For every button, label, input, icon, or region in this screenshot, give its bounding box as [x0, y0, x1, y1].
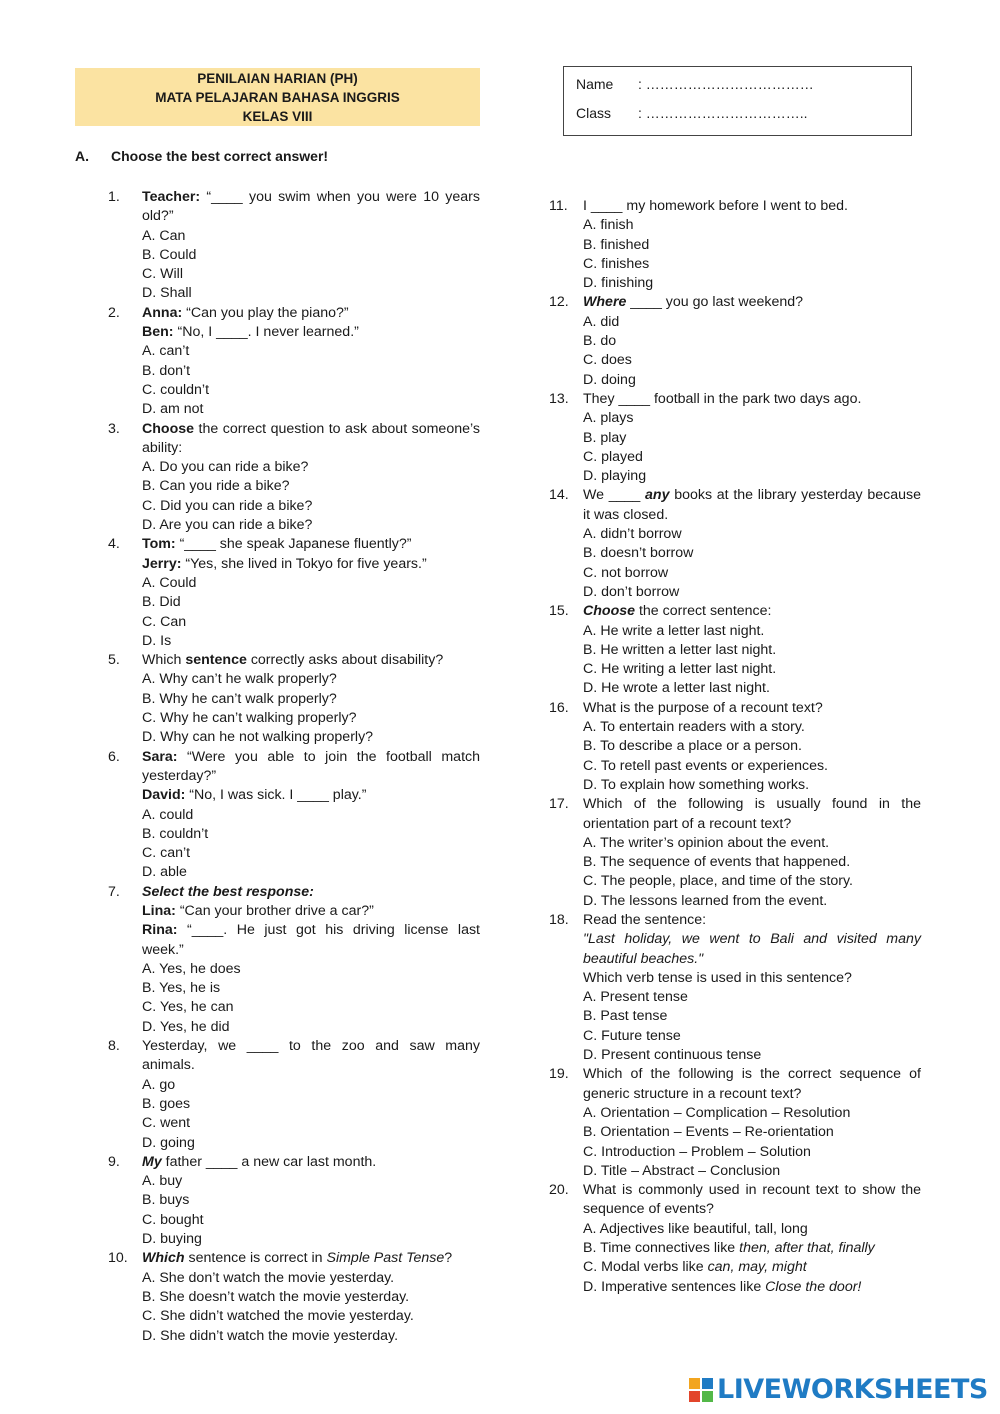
- question-number: 5.: [108, 652, 120, 669]
- answer-option[interactable]: C. Will: [142, 266, 183, 283]
- text-run: books at the library yesterday because it was closed.: [583, 487, 921, 523]
- question-stem: [142, 323, 480, 342]
- answer-option[interactable]: A. Could: [142, 574, 197, 591]
- question-19: [549, 1065, 921, 1181]
- question-11: [549, 197, 921, 293]
- answer-option[interactable]: A. Orientation – Complication – Resolution: [583, 1104, 851, 1121]
- answer-option[interactable]: B. To describe a place or a person.: [583, 738, 802, 755]
- text-run: D. Imperative sentences like: [583, 1278, 766, 1295]
- questions-column-right: [549, 197, 921, 1297]
- question-stem: [142, 748, 480, 787]
- question-number: 15.: [549, 603, 569, 620]
- questions-column-left: [108, 188, 480, 1346]
- text-run: the correct sentence:: [635, 603, 772, 620]
- answer-option[interactable]: D. doing: [583, 371, 636, 388]
- text-run: A. Adjectives like beautiful, tall, long: [583, 1220, 808, 1237]
- name-row: [576, 75, 814, 94]
- text-run: Which of the following is usually found in the orientation part of a recount text?: [583, 796, 921, 832]
- answer-option[interactable]: C. went: [142, 1115, 191, 1132]
- text-run: David:: [142, 787, 186, 804]
- question-8: [108, 1037, 480, 1153]
- answer-option[interactable]: [583, 1220, 921, 1239]
- title-line-3: KELAS VIII: [242, 109, 313, 124]
- liveworksheets-logo-icon: [689, 1378, 713, 1402]
- question-number: 10.: [108, 1250, 128, 1267]
- section-letter: A.: [75, 148, 89, 164]
- question-15: [549, 602, 921, 698]
- answer-option[interactable]: A. plays: [583, 410, 634, 427]
- answer-option[interactable]: C. can’t: [142, 845, 191, 862]
- text-run: What is the purpose of a recount text?: [583, 699, 823, 716]
- question-stem: [583, 969, 921, 988]
- text-run: Tom:: [142, 536, 176, 553]
- text-run: Jerry:: [142, 555, 182, 572]
- answer-option[interactable]: C. bought: [142, 1211, 204, 1228]
- text-run: Sara:: [142, 748, 178, 765]
- answer-option[interactable]: B. Did: [142, 594, 181, 611]
- question-18: [549, 911, 921, 1065]
- answer-option[interactable]: A. He write a letter last night.: [583, 622, 765, 639]
- name-field[interactable]: : ………………………………: [638, 76, 814, 92]
- question-stem: [142, 1037, 480, 1076]
- answer-option[interactable]: A. did: [583, 313, 620, 330]
- question-number: 4.: [108, 536, 120, 553]
- answer-option[interactable]: C. Did you can ride a bike?: [142, 497, 313, 514]
- section-heading: [75, 147, 328, 166]
- class-label: Class: [576, 105, 612, 121]
- answer-option[interactable]: [583, 1278, 921, 1297]
- text-run: Which of the following is the correct sequence of generic structure in a recount text?: [583, 1066, 921, 1102]
- answer-option[interactable]: A. Do you can ride a bike?: [142, 459, 309, 476]
- answer-option[interactable]: A. The writer’s opinion about the event.: [583, 834, 830, 851]
- question-7: [108, 883, 480, 1037]
- question-12: [549, 293, 921, 389]
- question-stem: [583, 1181, 921, 1220]
- text-run: “Were you able to join the football match yesterday?”: [142, 748, 480, 784]
- text-run: correctly asks about disability?: [246, 652, 444, 669]
- student-info-box: [563, 66, 912, 136]
- title-banner: [75, 68, 480, 126]
- answer-option[interactable]: A. Can: [142, 227, 186, 244]
- question-stem: [142, 651, 480, 670]
- answer-option[interactable]: C. does: [583, 352, 632, 369]
- question-stem: [583, 197, 921, 216]
- answer-option[interactable]: D. The lessons learned from the event.: [583, 892, 828, 909]
- text-run: Yesterday, we ____ to the zoo and saw many animals.: [142, 1038, 480, 1074]
- answer-option[interactable]: A. To entertain readers with a story.: [583, 719, 805, 736]
- answer-option[interactable]: B. do: [583, 333, 617, 350]
- text-run: “____ you swim when you were 10 years old?”: [142, 189, 480, 225]
- answer-option[interactable]: D. am not: [142, 401, 204, 418]
- answer-option[interactable]: B. couldn’t: [142, 825, 209, 842]
- question-17: [549, 795, 921, 911]
- text-run: sentence: [185, 652, 247, 669]
- answer-option[interactable]: C. couldn’t: [142, 381, 210, 398]
- question-16: [549, 699, 921, 795]
- text-run: father ____ a new car last month.: [161, 1153, 377, 1170]
- question-stem: [583, 486, 921, 525]
- question-13: [549, 390, 921, 486]
- answer-option[interactable]: D. She didn’t watch the movie yesterday.: [142, 1327, 399, 1344]
- answer-option[interactable]: B. doesn’t borrow: [583, 545, 694, 562]
- answer-option[interactable]: D. playing: [583, 468, 647, 485]
- answer-option[interactable]: B. Why he can’t walk properly?: [142, 690, 337, 707]
- answer-option[interactable]: A. Yes, he does: [142, 960, 241, 977]
- text-run: Choose: [583, 603, 636, 620]
- answer-option[interactable]: C. Future tense: [583, 1027, 681, 1044]
- text-run: sentence is correct in: [184, 1250, 327, 1267]
- answer-option[interactable]: B. Can you ride a bike?: [142, 478, 290, 495]
- text-run: Rina:: [142, 922, 178, 939]
- answer-option[interactable]: A. Present tense: [583, 989, 688, 1006]
- question-number: 9.: [108, 1153, 120, 1170]
- text-run: “____ she speak Japanese fluently?”: [175, 536, 412, 553]
- logo-square-4: [702, 1391, 713, 1402]
- question-stem: [583, 602, 921, 621]
- answer-option[interactable]: B. The sequence of events that happened.: [583, 854, 851, 871]
- text-run: My: [142, 1153, 162, 1170]
- question-stem: [142, 420, 480, 459]
- question-14: [549, 486, 921, 602]
- question-stem: [583, 1065, 921, 1104]
- text-run: “Yes, she lived in Tokyo for five years.”: [181, 555, 427, 572]
- text-run: Which: [142, 1250, 185, 1267]
- question-1: [108, 188, 480, 304]
- answer-option[interactable]: A. could: [142, 806, 194, 823]
- answer-option[interactable]: D. Is: [142, 632, 172, 649]
- logo-square-3: [689, 1391, 700, 1402]
- answer-option[interactable]: D. Are you can ride a bike?: [142, 517, 313, 534]
- text-run: “Can your brother drive a car?”: [175, 902, 374, 919]
- question-20: [549, 1181, 921, 1297]
- question-number: 16.: [549, 699, 569, 716]
- text-run: We ____: [583, 487, 646, 504]
- answer-option[interactable]: C. played: [583, 448, 643, 465]
- answer-option[interactable]: D. Yes, he did: [142, 1018, 230, 1035]
- answer-option[interactable]: C. The people, place, and time of the story.: [583, 873, 853, 890]
- answer-option[interactable]: B. Yes, he is: [142, 980, 221, 997]
- question-4: [108, 535, 480, 651]
- text-run: What is commonly used in recount text to show the sequence of events?: [583, 1182, 921, 1218]
- question-stem: [142, 1249, 480, 1268]
- answer-option[interactable]: D. finishing: [583, 275, 654, 292]
- logo-square-2: [702, 1378, 713, 1389]
- question-number: 6.: [108, 748, 120, 765]
- text-run: Which: [142, 652, 186, 669]
- question-number: 13.: [549, 390, 569, 407]
- answer-option[interactable]: A. go: [142, 1076, 176, 1093]
- question-number: 19.: [549, 1066, 569, 1083]
- question-9: [108, 1153, 480, 1249]
- text-run: Select the best response:: [142, 883, 314, 900]
- text-run: Choose: [142, 420, 195, 437]
- answer-option[interactable]: B. Past tense: [583, 1008, 668, 1025]
- text-run: Simple Past Tense: [326, 1250, 445, 1267]
- answer-option[interactable]: D. going: [142, 1134, 195, 1151]
- question-stem: [583, 293, 921, 312]
- answer-option[interactable]: A. buy: [142, 1173, 183, 1190]
- answer-option[interactable]: C. Can: [142, 613, 187, 630]
- question-6: [108, 748, 480, 883]
- answer-option[interactable]: A. finish: [583, 217, 634, 234]
- answer-option[interactable]: B. Orientation – Events – Re-orientation: [583, 1124, 834, 1141]
- logo-square-1: [689, 1378, 700, 1389]
- answer-option[interactable]: C. He writing a letter last night.: [583, 661, 777, 678]
- answer-option[interactable]: A. She don’t watch the movie yesterday.: [142, 1269, 395, 1286]
- answer-option[interactable]: C. To retell past events or experiences.: [583, 757, 828, 774]
- text-run: can, may, might: [707, 1259, 807, 1276]
- text-run: Ben:: [142, 324, 174, 341]
- answer-option[interactable]: B. play: [583, 429, 627, 446]
- answer-option[interactable]: B. don’t: [142, 362, 191, 379]
- text-run: C. Modal verbs like: [583, 1259, 708, 1276]
- text-run: any: [645, 487, 670, 504]
- answer-option[interactable]: D. Why can he not walking properly?: [142, 729, 374, 746]
- text-run: ?: [444, 1250, 453, 1267]
- title-line-1: PENILAIAN HARIAN (PH): [197, 71, 358, 86]
- question-number: 3.: [108, 420, 120, 437]
- question-number: 18.: [549, 911, 569, 928]
- answer-option[interactable]: D. buying: [142, 1231, 202, 1248]
- text-run: “No, I ____. I never learned.”: [173, 324, 359, 341]
- answer-option[interactable]: [583, 1258, 921, 1277]
- text-run: "Last holiday, we went to Bali and visited many beautiful beaches.": [583, 931, 921, 967]
- question-stem: [142, 786, 480, 805]
- question-number: 12.: [549, 294, 569, 311]
- question-stem: [583, 390, 921, 409]
- question-stem: [142, 902, 480, 921]
- text-run: They ____ football in the park two days ago.: [583, 390, 862, 407]
- section-title: Choose the best correct answer!: [111, 148, 329, 164]
- answer-option[interactable]: B. He written a letter last night.: [583, 641, 777, 658]
- question-number: 14.: [549, 487, 569, 504]
- text-run: Which verb tense is used in this sentence?: [583, 969, 852, 986]
- question-number: 20.: [549, 1182, 569, 1199]
- text-run: B. Time connectives like: [583, 1240, 740, 1257]
- text-run: “____. He just got his driving license last week.”: [142, 922, 480, 958]
- brand-text: LIVEWORKSHEETS: [717, 1374, 988, 1406]
- text-run: “No, I was sick. I ____ play.”: [185, 787, 367, 804]
- text-run: I ____ my homework before I went to bed.: [583, 198, 848, 214]
- question-stem: [142, 921, 480, 960]
- question-number: 17.: [549, 796, 569, 813]
- question-stem: [583, 795, 921, 834]
- answer-option[interactable]: C. finishes: [583, 255, 650, 272]
- answer-option[interactable]: D. To explain how something works.: [583, 776, 810, 793]
- answer-option[interactable]: C. Yes, he can: [142, 999, 234, 1016]
- name-label: Name: [576, 76, 614, 92]
- answer-option[interactable]: D. Shall: [142, 285, 192, 302]
- answer-option[interactable]: C. not borrow: [583, 564, 669, 581]
- answer-option[interactable]: D. able: [142, 864, 187, 881]
- question-2: [108, 304, 480, 420]
- question-stem: [583, 911, 921, 930]
- answer-option[interactable]: D. He wrote a letter last night.: [583, 680, 770, 697]
- question-stem: [142, 555, 480, 574]
- text-run: Anna:: [142, 304, 183, 321]
- answer-option[interactable]: C. Why he can’t walking properly?: [142, 710, 357, 727]
- answer-option[interactable]: B. buys: [142, 1192, 190, 1209]
- question-stem: [142, 1153, 480, 1172]
- question-number: 11.: [549, 198, 568, 214]
- answer-option[interactable]: [583, 1239, 921, 1258]
- answer-option[interactable]: D. Present continuous tense: [583, 1047, 762, 1064]
- answer-option[interactable]: B. She doesn’t watch the movie yesterday.: [142, 1288, 410, 1305]
- question-number: 2.: [108, 304, 120, 321]
- text-run: “Can you play the piano?”: [182, 304, 349, 321]
- question-stem: [142, 304, 480, 323]
- question-number: 8.: [108, 1038, 120, 1055]
- title-line-2: MATA PELAJARAN BAHASA INGGRIS: [155, 90, 400, 105]
- text-run: Close the door!: [765, 1278, 862, 1295]
- text-run: the correct question to ask about someone’s ability:: [142, 420, 480, 456]
- question-3: [108, 420, 480, 536]
- question-5: [108, 651, 480, 747]
- answer-option[interactable]: D. don’t borrow: [583, 583, 680, 600]
- text-run: Read the sentence:: [583, 911, 707, 928]
- answer-option[interactable]: C. Introduction – Problem – Solution: [583, 1143, 811, 1160]
- answer-option[interactable]: B. goes: [142, 1095, 191, 1112]
- text-run: Where: [583, 294, 627, 311]
- class-field[interactable]: : ……………………………..: [638, 105, 808, 121]
- answer-option[interactable]: A. Why can’t he walk properly?: [142, 671, 337, 688]
- text-run: then, after that, finally: [739, 1240, 875, 1257]
- answer-option[interactable]: A. didn’t borrow: [583, 526, 682, 543]
- text-run: ____ you go last weekend?: [626, 294, 804, 311]
- question-10: [108, 1249, 480, 1345]
- text-run: Teacher:: [142, 189, 201, 205]
- answer-option[interactable]: B. finished: [583, 236, 650, 253]
- answer-option[interactable]: C. She didn’t watched the movie yesterday.: [142, 1308, 414, 1325]
- answer-option[interactable]: B. Could: [142, 246, 197, 263]
- question-number: 1.: [108, 189, 120, 205]
- answer-option[interactable]: D. Title – Abstract – Conclusion: [583, 1162, 781, 1179]
- question-stem: [142, 535, 480, 554]
- question-number: 7.: [108, 883, 120, 900]
- liveworksheets-logo: [689, 1375, 988, 1405]
- question-stem: [142, 883, 480, 902]
- question-stem: [142, 188, 480, 227]
- text-run: Lina:: [142, 902, 176, 919]
- class-row: [576, 104, 808, 123]
- question-stem: [583, 699, 921, 718]
- answer-option[interactable]: A. can’t: [142, 343, 190, 360]
- question-stem: [583, 930, 921, 969]
